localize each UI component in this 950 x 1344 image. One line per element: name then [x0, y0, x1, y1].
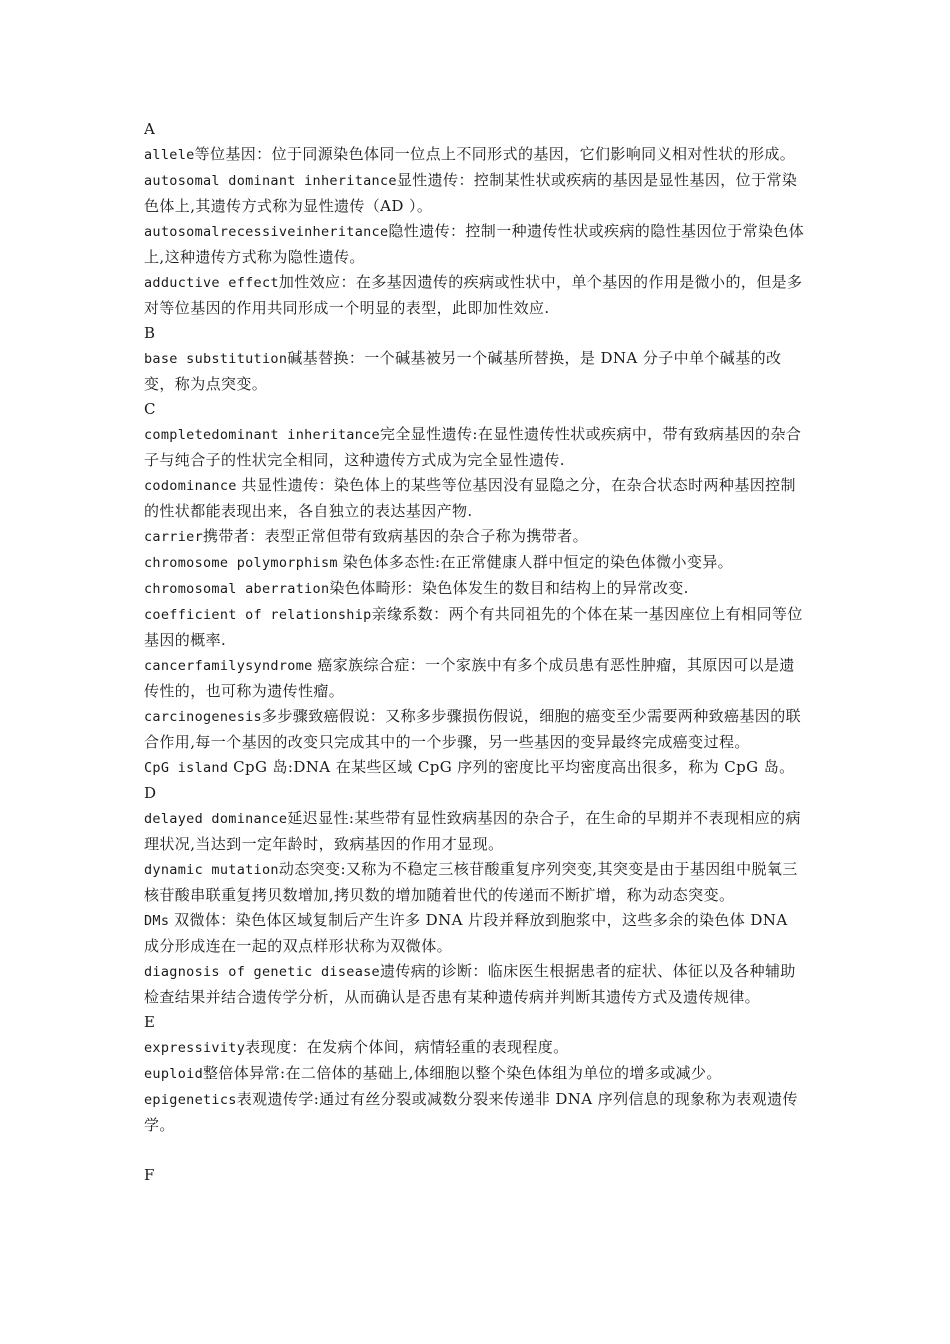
glossary-entry: [144, 524, 808, 550]
entry-term: carrier: [144, 529, 203, 545]
section-heading-c: C: [144, 400, 156, 418]
entry-term: carcinogenesis: [144, 709, 262, 725]
entry-term: coefficient of relationship: [144, 607, 372, 623]
entry-definition: 表现度：在发病个体间，病情轻重的表现程度。: [245, 1038, 569, 1056]
glossary-entry: [144, 1087, 808, 1138]
entry-term: cancerfamilysyndrome: [144, 658, 313, 674]
entry-definition: 亲缘系数：两个有共同祖先的个体在某一基因座位上有相同等位基因的概率.: [144, 605, 803, 649]
glossary-entry: [144, 550, 808, 576]
glossary-entry: [144, 704, 808, 755]
entry-term: autosomalrecessiveinheritance: [144, 224, 389, 240]
entry-term: chromosome polymorphism: [144, 555, 338, 571]
section-heading-d: D: [144, 784, 157, 802]
entry-term: allele: [144, 147, 195, 163]
entry-term: expressivity: [144, 1040, 246, 1056]
glossary-page: [144, 117, 808, 1188]
glossary-entry: [144, 270, 808, 321]
entry-definition: 等位基因：位于同源染色体同一位点上不同形式的基因，它们影响同义相对性状的形成。: [194, 145, 796, 163]
glossary-entry: [144, 576, 808, 602]
entry-definition: CpG 岛:DNA 在某些区域 CpG 序列的密度比平均密度高出很多，称为 CpG 岛。: [233, 758, 795, 776]
entry-definition: 完全显性遗传:在显性遗传性状或疾病中，带有致病基因的杂合子与纯合子的性状完全相同，这种遗传方式成为完全显性遗传.: [144, 425, 802, 469]
entry-definition: 携带者：表型正常但带有致病基因的杂合子称为携带者。: [203, 527, 589, 545]
entry-definition: 延迟显性:某些带有显性致病基因的杂合子，在生命的早期并不表现相应的病理状况,当达到一定年龄时，致病基因的作用才显现。: [144, 809, 801, 853]
entry-definition: 动态突变:又称为不稳定三核苷酸重复序列突变,其突变是由于基因组中脱氧三核苷酸串联重复拷贝数增加,拷贝数的增加随着世代的传递而不断扩增，称为动态突变。: [144, 860, 798, 904]
entry-definition: 整倍体异常:在二倍体的基础上,体细胞以整个染色体组为单位的增多或减少。: [203, 1064, 722, 1082]
entry-term: base substitution: [144, 351, 288, 367]
glossary-entry: [144, 1061, 808, 1087]
section-heading-a: A: [144, 120, 155, 138]
entry-definition: 表观遗传学:通过有丝分裂或减数分裂来传递非 DNA 序列信息的现象称为表观遗传学。: [144, 1090, 798, 1134]
section-heading-b: B: [144, 324, 156, 342]
glossary-entry: [144, 142, 808, 168]
blank-line: [144, 1138, 808, 1163]
entry-definition: 双微体：染色体区域复制后产生许多 DNA 片段并释放到胞浆中，这些多余的染色体 DNA 成分形成连在一起的双点样形状称为双微体。: [144, 911, 788, 955]
glossary-entry: [144, 755, 808, 781]
entry-definition: 加性效应：在多基因遗传的疾病或性状中，单个基因的作用是微小的，但是多对等位基因的作用共同形成一个明显的表型，此即加性效应.: [144, 273, 803, 317]
entry-term: CpG island: [144, 760, 229, 776]
entry-term: chromosomal aberration: [144, 581, 330, 597]
entry-definition: 染色体畸形：染色体发生的数目和结构上的异常改变.: [329, 579, 689, 597]
entry-term: codominance: [144, 478, 237, 494]
glossary-entry: [144, 473, 808, 524]
entry-term: adductive effect: [144, 275, 279, 291]
entry-term: epigenetics: [144, 1092, 237, 1108]
section-heading-f: F: [144, 1166, 155, 1184]
glossary-entry: [144, 908, 808, 959]
glossary-entry: [144, 346, 808, 397]
glossary-entry: [144, 653, 808, 704]
entry-definition: 显性遗传：控制某性状或疾病的基因是显性基因，位于常染色体上,其遗传方式称为显性遗传（AD ）。: [144, 171, 798, 215]
entry-term: diagnosis of genetic disease: [144, 964, 380, 980]
entry-definition: 遗传病的诊断：临床医生根据患者的症状、体征以及各种辅助检查结果并结合遗传学分析，从而确认是否患有某种遗传病并判断其遗传方式及遗传规律。: [144, 962, 796, 1006]
glossary-entry: [144, 602, 808, 653]
glossary-entry: [144, 857, 808, 908]
entry-definition: 多步骤致癌假说：又称多步骤损伤假说，细胞的癌变至少需要两种致癌基因的联合作用,每一个基因的改变只完成其中的一个步骤，另一些基因的变异最终完成癌变过程。: [144, 707, 802, 751]
entry-definition: 隐性遗传：控制一种遗传性状或疾病的隐性基因位于常染色体上,这种遗传方式称为隐性遗传。: [144, 222, 805, 266]
entry-term: autosomal dominant inheritance: [144, 173, 397, 189]
entry-term: completedominant inheritance: [144, 427, 380, 443]
entry-term: euploid: [144, 1066, 203, 1082]
glossary-entry: [144, 959, 808, 1010]
section-heading-e: E: [144, 1013, 155, 1031]
entry-definition: 碱基替换：一个碱基被另一个碱基所替换，是 DNA 分子中单个碱基的改变，称为点突变。: [144, 349, 782, 393]
glossary-entry: [144, 168, 808, 219]
entry-term: dynamic mutation: [144, 862, 279, 878]
glossary-entry: [144, 1035, 808, 1061]
entry-term: DMs: [144, 913, 170, 929]
glossary-entry: [144, 422, 808, 473]
entry-term: delayed dominance: [144, 811, 288, 827]
entry-definition: 共显性遗传：染色体上的某些等位基因没有显隐之分，在杂合状态时两种基因控制的性状都能表现出来，各自独立的表达基因产物.: [144, 476, 796, 520]
glossary-entry: [144, 806, 808, 857]
entry-definition: 染色体多态性:在正常健康人群中恒定的染色体微小变异。: [342, 553, 734, 571]
glossary-entry: [144, 219, 808, 270]
entry-definition: 癌家族综合症：一个家族中有多个成员患有恶性肿瘤，其原因可以是遗传性的，也可称为遗传性瘤。: [144, 656, 795, 700]
